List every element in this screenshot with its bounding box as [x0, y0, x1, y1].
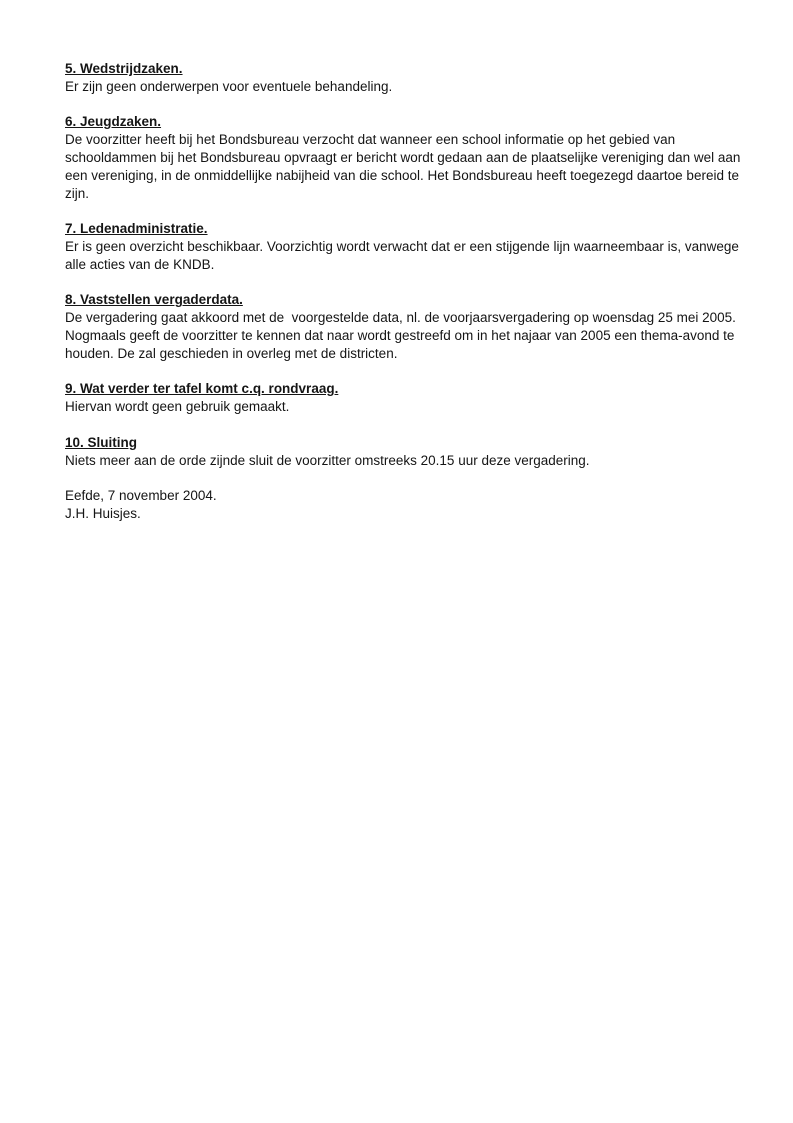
section-heading: 10. Sluiting — [65, 434, 138, 450]
closing-place-date: Eefde, 7 november 2004. — [65, 488, 217, 504]
body-line: Hiervan wordt geen gebruik gemaakt. — [65, 399, 290, 415]
section-heading: 5. Wedstrijdzaken. — [65, 61, 183, 76]
section-vaststellen-vergaderdata — [65, 291, 755, 362]
body-line: De vergadering gaat akkoord met de voorgestelde data, nl. de voorjaarsvergadering op woensdag 25 mei 2005. — [65, 310, 736, 326]
section-rondvraag — [65, 380, 755, 416]
section-heading: 8. Vaststellen vergaderdata. — [65, 292, 243, 308]
document-content — [65, 60, 755, 541]
section-heading: 6. Jeugdzaken. — [65, 114, 162, 130]
body-line: Nogmaals geeft de voorzitter te kennen dat naar wordt gestreefd om in het najaar van 2005 een thema-avond te — [65, 327, 735, 343]
body-line: schooldammen bij het Bondsbureau opvraagt er bericht wordt gedaan aan de plaatselijke vereniging dan wel aan — [65, 149, 741, 165]
body-line: Niets meer aan de orde zijnde sluit de voorzitter omstreeks 20.15 uur deze vergadering. — [65, 452, 590, 468]
section-ledenadministratie — [65, 220, 755, 273]
body-line: houden. De zal geschieden in overleg met de districten. — [65, 345, 398, 361]
body-line: een vereniging, in de onmiddellijke nabijheid van die school. Het Bondsbureau heeft toegezegd daartoe bereid te — [65, 167, 739, 183]
body-line: Er zijn geen onderwerpen voor eventuele behandeling. — [65, 78, 393, 94]
body-line: alle acties van de KNDB. — [65, 256, 215, 272]
section-heading: 7. Ledenadministratie. — [65, 221, 208, 237]
body-line: Er is geen overzicht beschikbaar. Voorzichtig wordt verwacht dat er een stijgende lijn waarneembaar is, vanwege — [65, 238, 739, 254]
section-jeugdzaken — [65, 113, 755, 202]
section-heading: 9. Wat verder ter tafel komt c.q. rondvraag. — [65, 381, 339, 397]
section-wedstrijdzaken — [65, 60, 755, 96]
section-sluiting — [65, 434, 755, 470]
closing-author: J.H. Huisjes. — [65, 505, 141, 521]
closing-block — [65, 487, 755, 523]
body-line: De voorzitter heeft bij het Bondsbureau verzocht dat wanneer een school informatie op het gebied van — [65, 132, 676, 148]
body-line: zijn. — [65, 185, 90, 201]
